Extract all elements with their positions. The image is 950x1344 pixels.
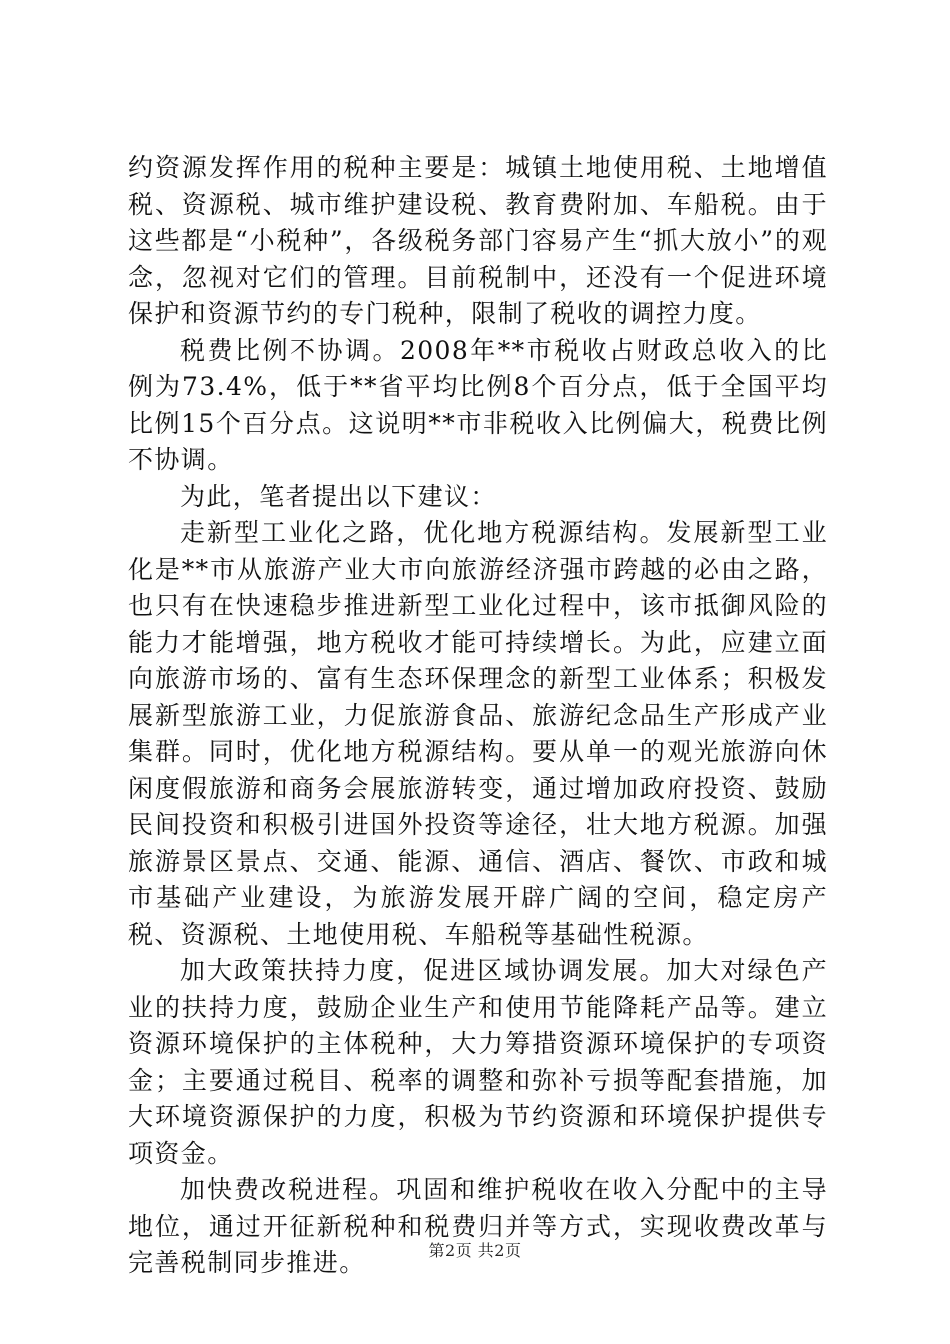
paragraph-fee-to-tax-reform: 加快费改税进程。巩固和维护税收在收入分配中的主导地位，通过开征新税种和税费归并等方式，实现收费改革与完善税制同步推进。: [128, 1175, 828, 1277]
paragraph-policy-support: 加大政策扶持力度，促进区域协调发展。加大对绿色产业的扶持力度，鼓励企业生产和使用节能降耗产品等。建立资源环境保护的主体税种，大力筹措资源环境保护的专项资金；主要通过税目、税率的调整和弥补亏损等配套措施，加大环境资源保护的力度，积极为节约资源和环境保护提供专项资金。: [128, 956, 828, 1168]
paragraph-suggestions-intro: 为此，笔者提出以下建议：: [180, 481, 497, 511]
paragraph-new-industrialization: 走新型工业化之路，优化地方税源结构。发展新型工业化是**市从旅游产业大市向旅游经济强市跨越的必由之路，也只有在快速稳步推进新型工业化过程中，该市抵御风险的能力才能增强，地方税收才能可持续增长。为此，应建立面向旅游市场的、富有生态环保理念的新型工业体系；积极发展新型旅游工业，力促旅游食品、旅游纪念品生产形成产业集群。同时，优化地方税源结构。要从单一的观光旅游向休闲度假旅游和商务会展旅游转变，通过增加政府投资、鼓励民间投资和积极引进国外投资等途径，壮大地方税源。加强旅游景区景点、交通、能源、通信、酒店、餐饮、市政和城市基础产业建设，为旅游发展开辟广阔的空间，稳定房产税、资源税、土地使用税、车船税等基础性税源。: [128, 518, 828, 949]
paragraph-tax-types-continued: 约资源发挥作用的税种主要是：城镇土地使用税、土地增值税、资源税、城市维护建设税、教育费附加、车船税。由于这些都是“小税种”，各级税务部门容易产生“抓大放小”的观念，忽视对它们的管理。目前税制中，还没有一个促进环境保护和资源节约的专门税种，限制了税收的调控力度。: [128, 153, 828, 328]
body-text: [128, 150, 828, 1282]
paragraph-tax-fee-ratio: 税费比例不协调。2008年**市税收占财政总收入的比例为73.4%，低于**省平均比例8个百分点，低于全国平均比例15个百分点。这说明**市非税收入比例偏大，税费比例不协调。: [128, 335, 828, 474]
page-number-footer: 第2页 共2页: [428, 1241, 522, 1260]
